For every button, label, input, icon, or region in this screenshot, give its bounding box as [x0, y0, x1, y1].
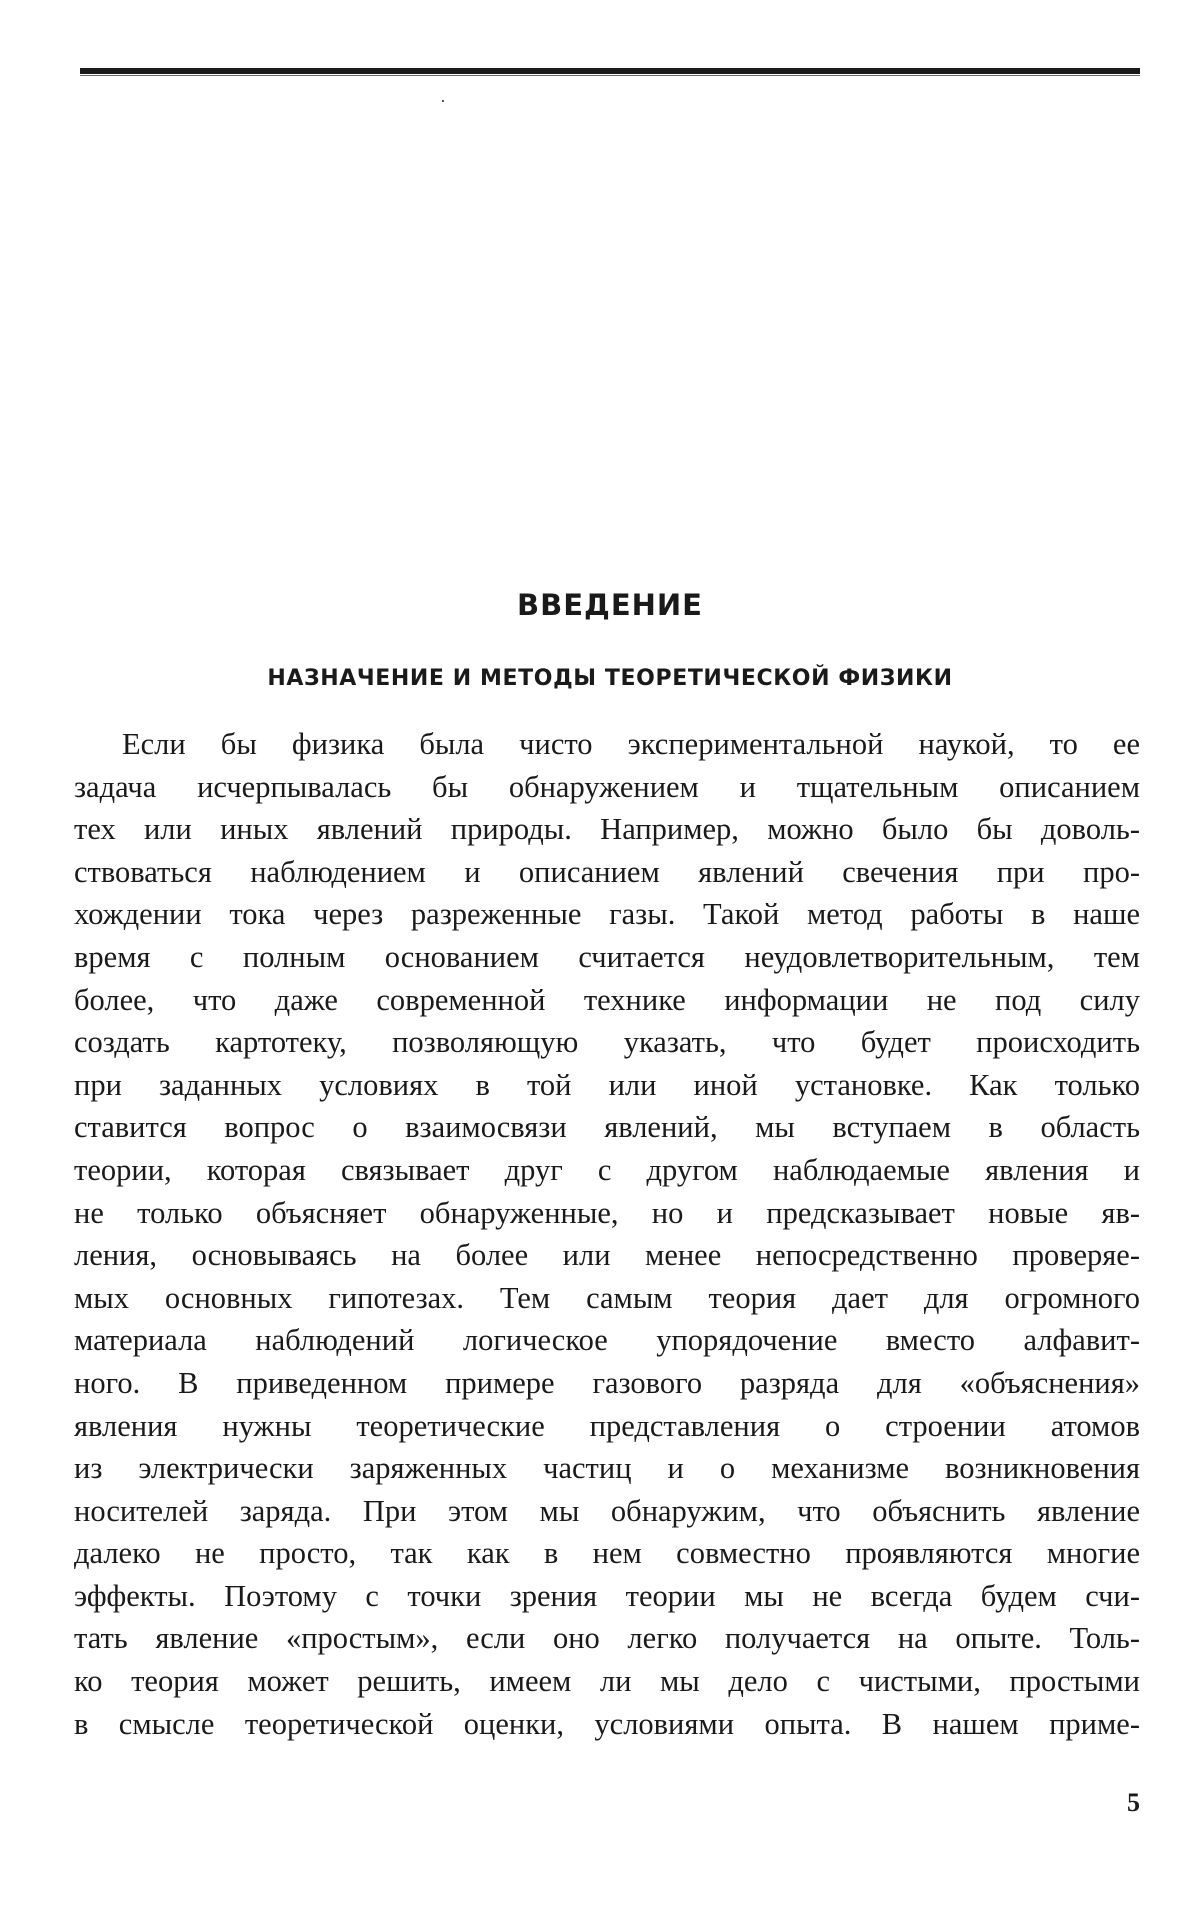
text-line: при заданных условиях в той или иной установке. Как только: [74, 1067, 1140, 1102]
text-line: тех или иных явлений природы. Например, можно было бы доволь-: [74, 812, 1140, 847]
text-line: из электрически заряженных частиц и о механизме возникновения: [74, 1451, 1140, 1486]
text-line: ствоваться наблюдением и описанием явлений свечения при про-: [74, 854, 1140, 889]
text-line: носителей заряда. При этом мы обнаружим, что объяснить явление: [74, 1493, 1140, 1528]
page-number: 5: [1127, 1788, 1140, 1817]
text-line: явления нужны теоретические представления о строении атомов: [74, 1408, 1140, 1443]
top-rule: [80, 68, 1140, 74]
chapter-title: ВВЕДЕНИЕ: [516, 588, 703, 622]
section-title: НАЗНАЧЕНИЕ И МЕТОДЫ ТЕОРЕТИЧЕСКОЙ ФИЗИКИ: [267, 666, 953, 691]
text-line: мых основных гипотезах. Тем самым теория дает для огромного: [74, 1280, 1140, 1315]
text-line: ко теория может решить, имеем ли мы дело с чистыми, простыми: [74, 1664, 1140, 1699]
text-line: ного. В приведенном примере газового разряда для «объяснения»: [74, 1365, 1140, 1400]
text-line: задача исчерпывалась бы обнаружением и тщательным описанием: [74, 769, 1140, 804]
text-line: тать явление «простым», если оно легко получается на опыте. Толь-: [74, 1621, 1140, 1656]
text-line: эффекты. Поэтому с точки зрения теории мы не всегда будем счи-: [74, 1578, 1140, 1613]
body-paragraph: [74, 723, 1140, 1745]
text-line: время с полным основанием считается неудовлетворительным, тем: [74, 939, 1140, 974]
text-line: не только объясняет обнаруженные, но и предсказывает новые яв-: [74, 1195, 1140, 1230]
text-line: более, что даже современной технике информации не под силу: [74, 982, 1140, 1017]
text-line: хождении тока через разреженные газы. Такой метод работы в наше: [74, 897, 1140, 932]
text-line: теории, которая связывает друг с другом наблюдаемые явления и: [74, 1152, 1140, 1187]
text-line: в смысле теоретической оценки, условиями опыта. В нашем приме-: [74, 1706, 1140, 1741]
text-line: материала наблюдений логическое упорядочение вместо алфавит-: [74, 1323, 1140, 1358]
text-line: Если бы физика была чисто экспериментальной наукой, то ее: [122, 727, 1140, 761]
text-line: ставится вопрос о взаимосвязи явлений, мы вступаем в область: [74, 1110, 1140, 1145]
text-line: далеко не просто, так как в нем совместно проявляются многие: [74, 1536, 1140, 1571]
print-speck: [442, 100, 444, 102]
text-line: ления, основываясь на более или менее непосредственно проверяе-: [74, 1238, 1140, 1273]
text-line: создать картотеку, позволяющую указать, что будет происходить: [74, 1025, 1140, 1060]
